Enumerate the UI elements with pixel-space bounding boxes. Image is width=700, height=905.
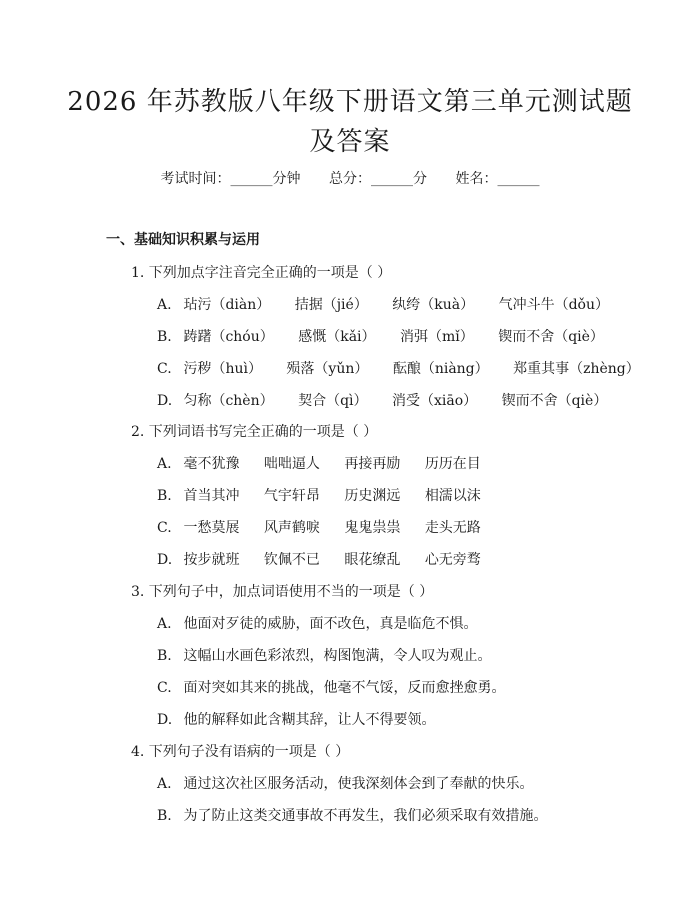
option-item: 气宇轩昂 (263, 488, 320, 504)
option-letter: B. (157, 488, 172, 504)
option-row (157, 613, 477, 633)
option-item: 钦佩不已 (263, 552, 320, 568)
option-item: 消受（xiāo） (391, 393, 478, 409)
option-letter: B. (157, 648, 172, 664)
option-item: 契合（qì） (298, 393, 368, 409)
option-item: 按步就班 (183, 552, 240, 568)
option-item: 踌躇（chóu） (183, 329, 274, 345)
option-item: 面对突如其来的挑战，他毫不气馁，反而愈挫愈勇。 (183, 680, 506, 696)
option-row (157, 805, 547, 825)
option-item: 毫不犹豫 (183, 456, 240, 472)
option-item: 首当其冲 (183, 488, 240, 504)
question-stem: 2. 下列词语书写完全正确的一项是（ ） (131, 424, 378, 440)
question-stem: 4. 下列句子没有语病的一项是（ ） (131, 744, 350, 760)
option-row (157, 549, 481, 569)
option-item: 感慨（kǎi） (298, 329, 376, 345)
option-letter: D. (157, 552, 173, 568)
option-item: 历史渊远 (344, 488, 401, 504)
question-stem: 1. 下列加点字注音完全正确的一项是（ ） (131, 265, 392, 281)
exam-meta (0, 168, 700, 188)
option-item: 这幅山水画色彩浓烈，构图饱满，令人叹为观止。 (183, 648, 492, 664)
option-item: 为了防止这类交通事故不再发生，我们必须采取有效措施。 (183, 808, 548, 824)
option-letter: C. (157, 680, 172, 696)
option-item: 玷污（diàn） (183, 297, 271, 313)
option-row (157, 645, 491, 665)
option-row (157, 326, 604, 346)
option-row (157, 485, 481, 505)
option-item: 纨绔（kuà） (392, 297, 475, 313)
option-letter: A. (157, 616, 172, 632)
option-item: 再接再励 (344, 456, 401, 472)
option-item: 锲而不舍（qiè） (501, 393, 608, 409)
option-item: 心无旁骛 (424, 552, 481, 568)
option-letter: A. (157, 297, 172, 313)
option-row (157, 709, 435, 729)
option-item: 酝酿（niàng） (392, 361, 489, 377)
student-name-field: 姓名：______ (455, 171, 540, 187)
option-item: 锲而不舍（qiè） (498, 329, 604, 345)
option-row (157, 517, 481, 537)
option-letter: C. (157, 361, 172, 377)
option-letter: B. (157, 329, 172, 345)
option-item: 拮据（jié） (294, 297, 368, 313)
option-item: 风声鹤唳 (263, 520, 320, 536)
option-item: 气冲斗牛（dǒu） (498, 297, 610, 313)
option-item: 匀称（chèn） (183, 393, 274, 409)
option-row (157, 294, 609, 314)
option-letter: C. (157, 520, 172, 536)
option-item: 污秽（huì） (183, 361, 262, 377)
option-item: 眼花缭乱 (344, 552, 401, 568)
option-item: 历历在目 (424, 456, 481, 472)
option-letter: A. (157, 776, 172, 792)
option-letter: A. (157, 456, 172, 472)
option-row (157, 390, 607, 410)
option-item: 郑重其事（zhèng） (513, 361, 640, 377)
option-letter: D. (157, 393, 173, 409)
option-letter: B. (157, 808, 172, 824)
option-item: 相濡以沫 (424, 488, 481, 504)
option-item: 消弭（mǐ） (399, 329, 474, 345)
document-title: 2026 年苏教版八年级下册语文第三单元测试题及答案 (67, 87, 633, 157)
option-row (157, 773, 533, 793)
section-heading: 一、基础知识积累与运用 (106, 232, 260, 248)
option-item: 一愁莫展 (183, 520, 240, 536)
option-row (157, 453, 481, 473)
option-letter: D. (157, 712, 173, 728)
option-row (157, 677, 505, 697)
option-row (157, 358, 640, 378)
option-item: 通过这次社区服务活动，使我深刻体会到了奉献的快乐。 (183, 776, 534, 792)
exam-time-field: 考试时间：______分钟 (160, 171, 301, 187)
option-item: 咄咄逼人 (263, 456, 320, 472)
option-item: 他的解释如此含糊其辞，让人不得要领。 (183, 712, 436, 728)
question-stem: 3. 下列句子中，加点词语使用不当的一项是（ ） (131, 584, 434, 600)
option-item: 鬼鬼祟祟 (344, 520, 401, 536)
option-item: 他面对歹徒的威胁，面不改色，真是临危不惧。 (183, 616, 478, 632)
option-item: 走头无路 (424, 520, 481, 536)
total-score-field: 总分：______分 (329, 171, 427, 187)
option-item: 殒落（yǔn） (286, 361, 369, 377)
